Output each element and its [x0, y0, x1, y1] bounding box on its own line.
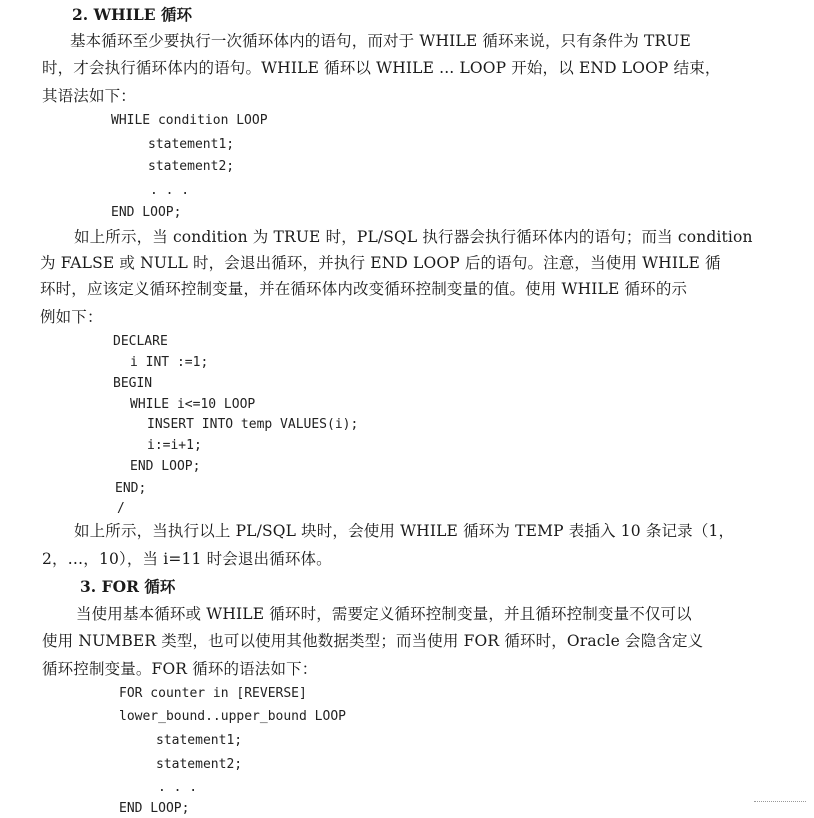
paragraph-line: 使用 NUMBER 类型，也可以使用其他数据类型；而当使用 FOR 循环时，Oracle 会隐含定义	[42, 632, 704, 650]
code-line: i INT :=1;	[130, 355, 209, 370]
code-line: . . .	[158, 780, 198, 795]
code-line: FOR counter in [REVERSE]	[119, 686, 307, 701]
paragraph-line: 例如下：	[40, 308, 103, 326]
code-line: END LOOP;	[111, 205, 182, 220]
code-line: . . .	[150, 183, 190, 198]
paragraph-line: 为 FALSE 或 NULL 时，会退出循环，并执行 END LOOP 后的语句。注意，当使用 WHILE 循	[40, 254, 721, 272]
code-line: INSERT INTO temp VALUES(i);	[147, 417, 359, 432]
code-line: END LOOP;	[130, 459, 201, 474]
code-line: /	[117, 501, 125, 516]
paragraph-line: 时，才会执行循环体内的语句。WHILE 循环以 WHILE ... LOOP 开始，以 END LOOP 结束，	[42, 59, 721, 77]
paragraph-line: 其语法如下：	[42, 87, 136, 105]
code-line: WHILE i<=10 LOOP	[130, 397, 256, 412]
section-heading-for: 3. FOR 循环	[80, 577, 176, 596]
paragraph-line: 如上所示，当 condition 为 TRUE 时，PL/SQL 执行器会执行循环体内的语句；而当 condition	[74, 228, 753, 246]
code-line: i:=i+1;	[147, 438, 202, 453]
paragraph-line: 循环控制变量。FOR 循环的语法如下：	[42, 660, 318, 678]
paragraph-line: 2，…，10），当 i=11 时会退出循环体。	[42, 550, 332, 568]
code-line: statement2;	[148, 159, 235, 174]
code-line: BEGIN	[113, 376, 153, 391]
section-heading-while: 2. WHILE 循环	[72, 5, 192, 24]
code-line: END;	[115, 481, 147, 496]
paragraph-line: 环时，应该定义循环控制变量，并在循环体内改变循环控制变量的值。使用 WHILE 循环的示	[40, 280, 688, 298]
code-line: DECLARE	[113, 334, 168, 349]
code-line: lower_bound..upper_bound LOOP	[119, 709, 346, 724]
scan-artifact	[754, 801, 806, 812]
code-line: statement2;	[156, 757, 243, 772]
code-line: statement1;	[148, 137, 235, 152]
paragraph-line: 当使用基本循环或 WHILE 循环时，需要定义循环控制变量，并且循环控制变量不仅可以	[76, 605, 692, 623]
paragraph-line: 基本循环至少要执行一次循环体内的语句，而对于 WHILE 循环来说，只有条件为 TRUE	[70, 32, 691, 50]
paragraph-line: 如上所示，当执行以上 PL/SQL 块时，会使用 WHILE 循环为 TEMP 表插入 10 条记录（1，	[74, 522, 735, 540]
code-line: statement1;	[156, 733, 243, 748]
code-line: WHILE condition LOOP	[111, 113, 268, 128]
code-line: END LOOP;	[119, 801, 190, 816]
